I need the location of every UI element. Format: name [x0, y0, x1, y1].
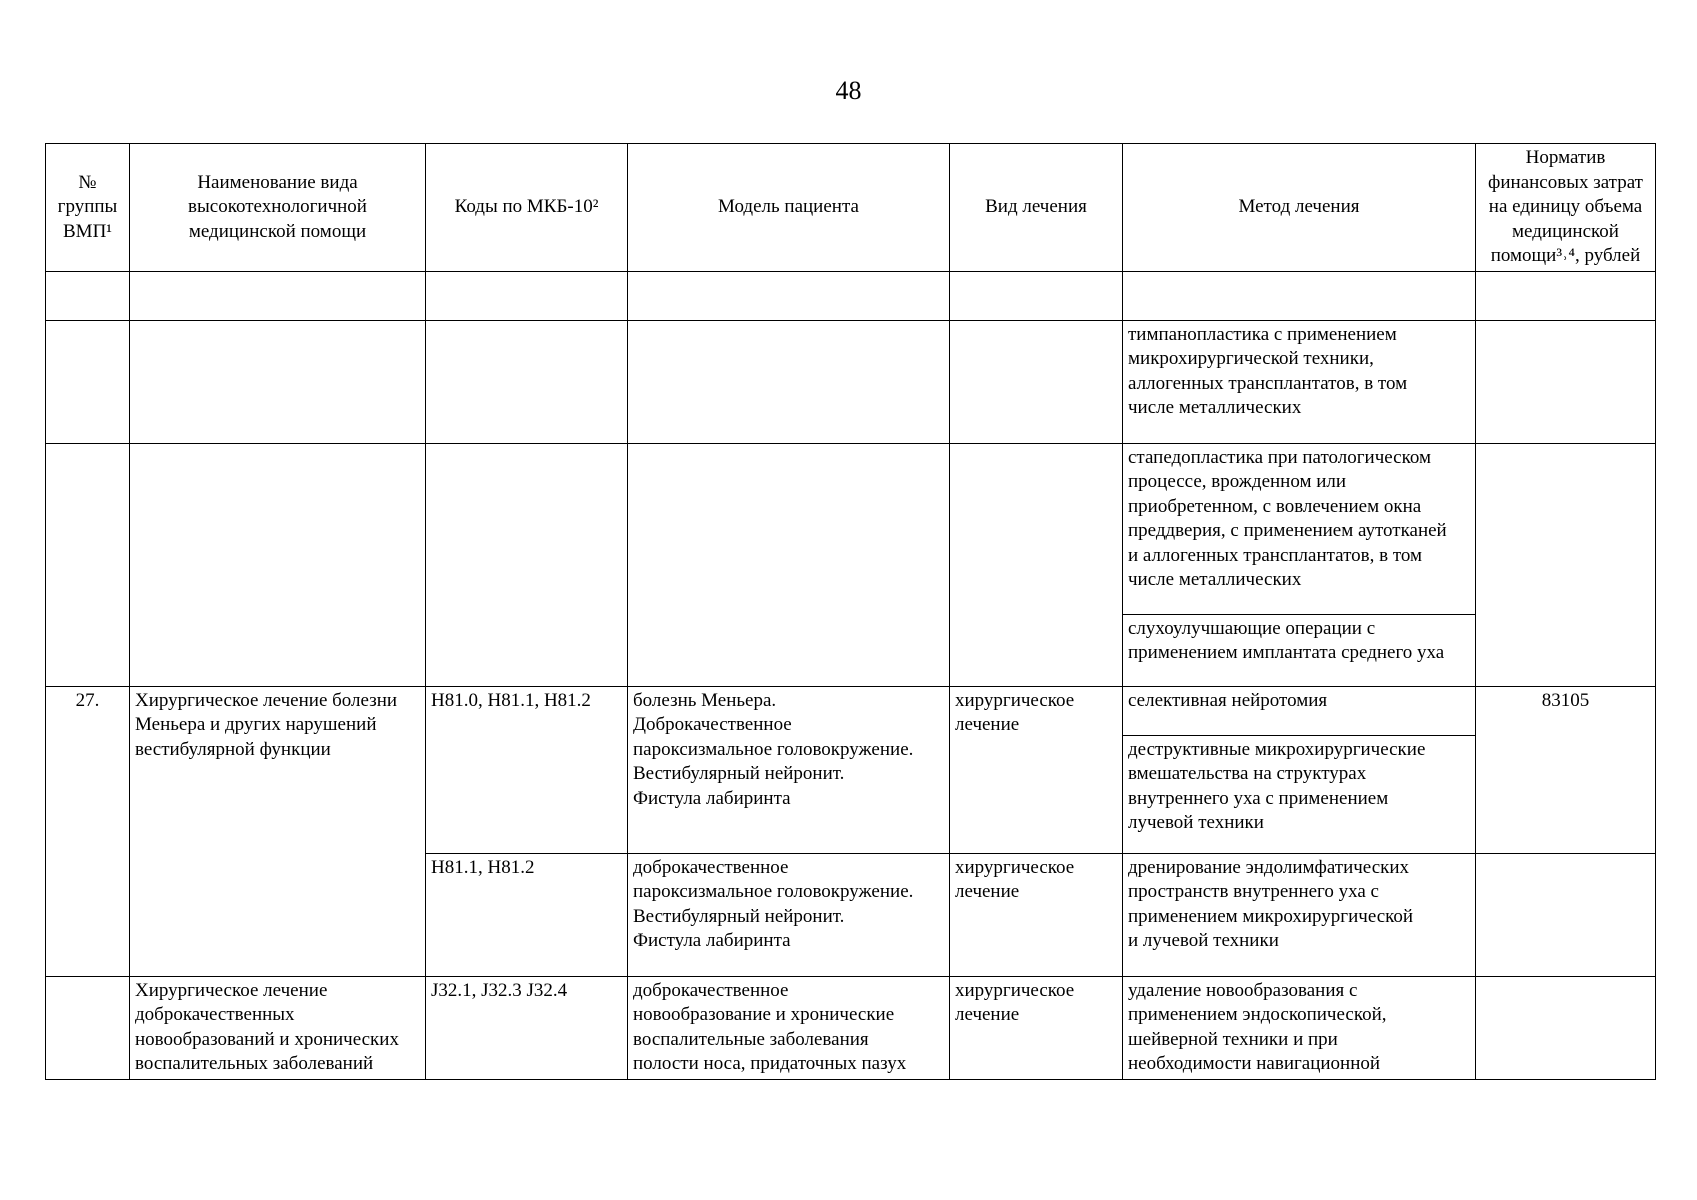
cost-norm-cell: 83105: [1476, 686, 1656, 853]
icd-codes-cell: H81.1, H81.2: [426, 853, 628, 976]
method-cell: деструктивные микрохирургические вмешательства на структурах внутреннего уха с применением лучевой техники: [1123, 735, 1476, 853]
method-cell: удаление новообразования с применением эндоскопической, шейверной техники и при необходимости навигационной: [1123, 976, 1476, 1079]
table-header-row: [46, 144, 1656, 272]
treatment-type-cell: хирургическое лечение: [950, 686, 1123, 853]
header-cost-norm: Норматив финансовых затрат на единицу объема медицинской помощи³˒⁴, рублей: [1476, 144, 1656, 272]
treatment-type-cell: хирургическое лечение: [950, 976, 1123, 1079]
method-cell: селективная нейротомия: [1123, 686, 1476, 735]
table-row: [46, 976, 1656, 1079]
header-group-number: № группы ВМП¹: [46, 144, 130, 272]
table-row: [46, 271, 1656, 320]
patient-model-cell: доброкачественное новообразование и хронические воспалительные заболевания полости носа, придаточных пазух: [628, 976, 950, 1079]
care-name-cell: Хирургическое лечение доброкачественных новообразований и хронических воспалительных заболеваний: [130, 976, 426, 1079]
header-icd-codes: Коды по МКБ-10²: [426, 144, 628, 272]
treatment-type-cell: хирургическое лечение: [950, 853, 1123, 976]
table-row: [46, 443, 1656, 614]
patient-model-cell: болезнь Меньера. Доброкачественное пароксизмальное головокружение. Вестибулярный нейронит. Фистула лабиринта: [628, 686, 950, 853]
table-row: [46, 686, 1656, 735]
page-number: 48: [835, 76, 862, 105]
icd-codes-cell: J32.1, J32.3 J32.4: [426, 976, 628, 1079]
group-number-cell: 27.: [46, 686, 130, 976]
vmp-table: [45, 143, 1656, 1080]
icd-codes-cell: H81.0, H81.1, H81.2: [426, 686, 628, 853]
header-patient-model: Модель пациента: [628, 144, 950, 272]
method-cell: слухоулучшающие операции с применением имплантата среднего уха: [1123, 614, 1476, 686]
header-treatment-method: Метод лечения: [1123, 144, 1476, 272]
table-row: [46, 320, 1656, 443]
header-treatment-type: Вид лечения: [950, 144, 1123, 272]
method-cell: дренирование эндолимфатических пространств внутреннего уха с применением микрохирургической и лучевой техники: [1123, 853, 1476, 976]
header-care-name: Наименование вида высокотехнологичной медицинской помощи: [130, 144, 426, 272]
method-cell: тимпанопластика с применением микрохирургической техники, аллогенных трансплантатов, в том числе металлических: [1123, 320, 1476, 443]
method-cell: стапедопластика при патологическом процессе, врожденном или приобретенном, с вовлечением окна преддверия, с применением аутотканей и аллогенных трансплантатов, в том числе металлических: [1123, 443, 1476, 614]
care-name-cell: Хирургическое лечение болезни Меньера и других нарушений вестибулярной функции: [130, 686, 426, 976]
patient-model-cell: доброкачественное пароксизмальное головокружение. Вестибулярный нейронит. Фистула лабиринта: [628, 853, 950, 976]
